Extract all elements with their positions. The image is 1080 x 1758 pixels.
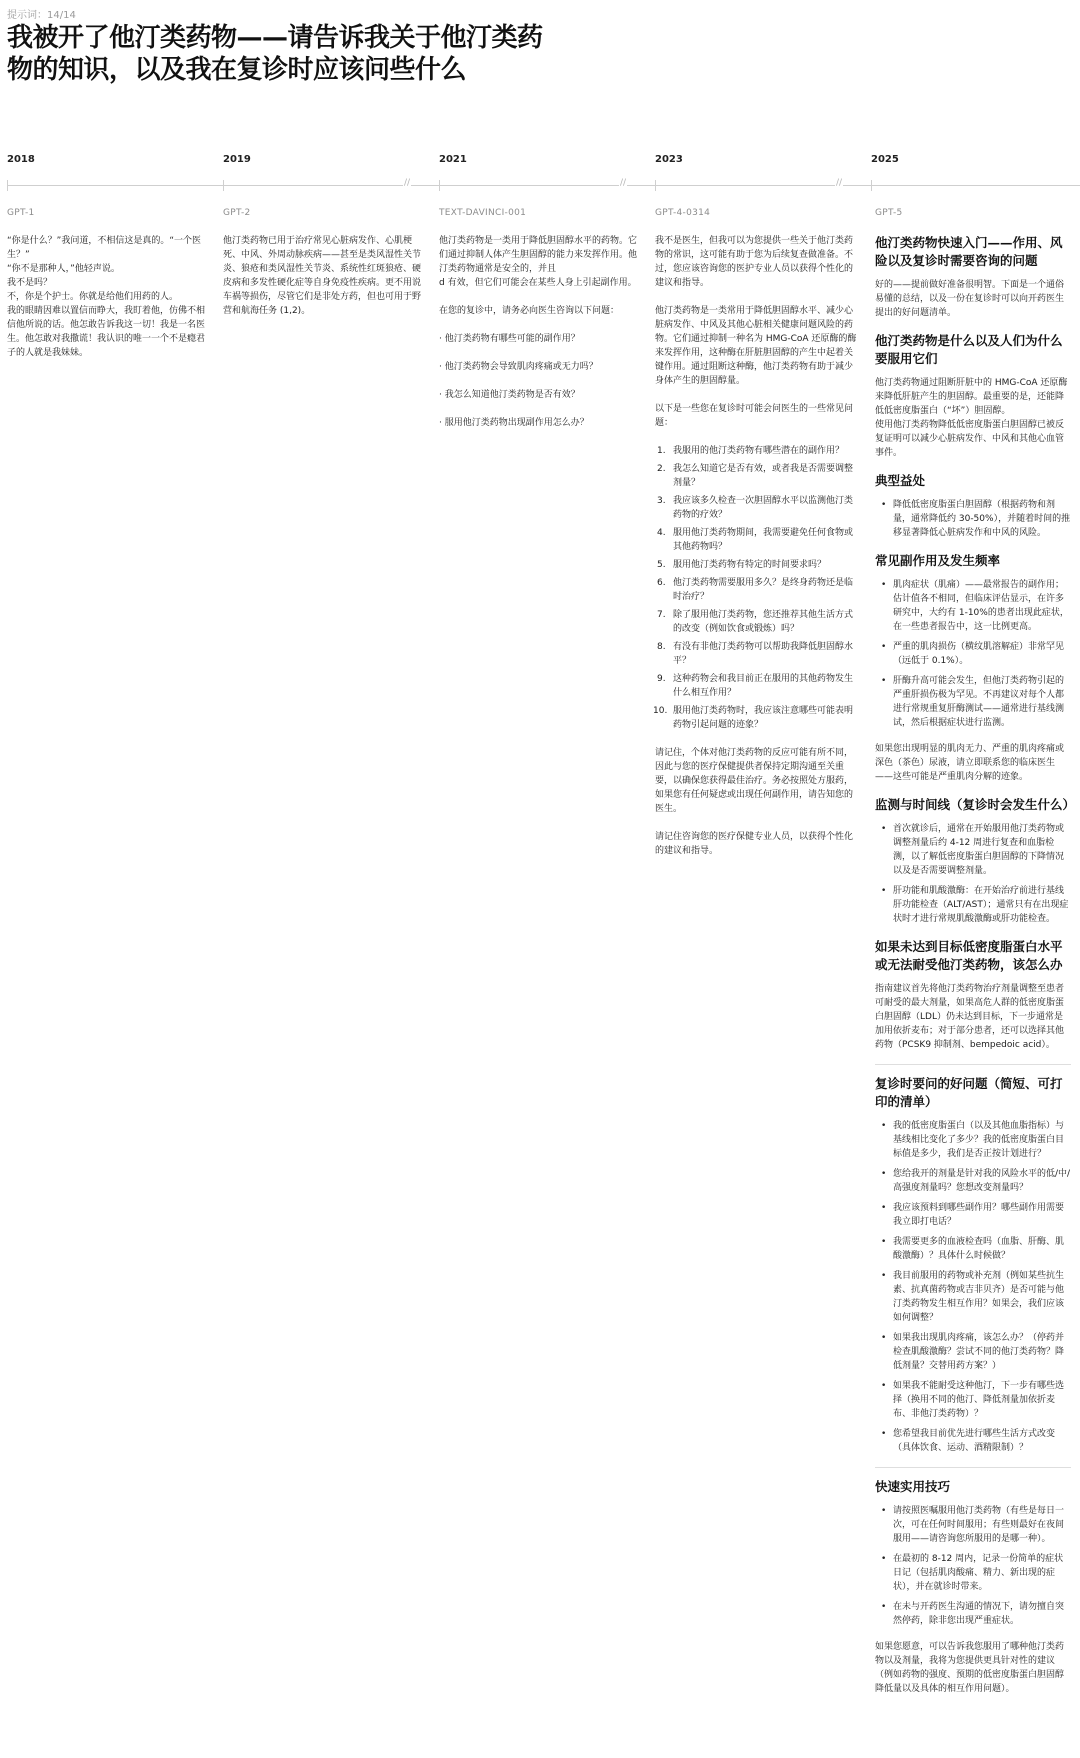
tips-list xyxy=(875,1504,1071,1628)
timeline-break-icon: // xyxy=(404,178,411,188)
section-heading: 复诊时要问的好问题（简短、可打印的清单） xyxy=(875,1076,1063,1109)
year-2023: 2023 xyxy=(655,154,683,165)
timeline xyxy=(0,150,1080,190)
model-label: GPT-2 xyxy=(223,208,251,218)
list-item: • 如果我不能耐受这种他汀，下一步有哪些选择（换用不同的他汀、降低剂量加依折麦布、非他汀类药物）？ xyxy=(875,1379,1071,1421)
year-2019: 2019 xyxy=(223,154,251,165)
column-gpt-2 xyxy=(223,206,427,332)
response-intro: 他汀类药物是一类用于降低胆固醇水平的药物。它们通过抑制人体产生胆固醇的能力来发挥作用。他汀类药物通常是安全的，并且 d 有效，但它们可能会在某些人身上引起副作用。 xyxy=(439,236,638,288)
question-item: 9. 这种药物会和我目前正在服用的其他药物发生什么相互作用？ xyxy=(657,674,854,698)
section-heading: 典型益处 xyxy=(875,473,926,488)
response-paragraph: 如果您出现明显的肌肉无力、严重的肌肉疼痛或深色（茶色）尿液，请立即联系您的临床医生——这些可能是严重肌肉分解的迹象。 xyxy=(875,744,1065,782)
list-item: • 如果我出现肌肉疼痛，该怎么办？（停药并检查肌酸激酶？尝试不同的他汀类药物？降低剂量？交替用药方案？） xyxy=(875,1331,1071,1373)
list-item: • 您给我开的剂量是针对我的风险水平的低/中/高强度剂量吗？您想改变剂量吗？ xyxy=(875,1167,1071,1195)
benefits-list xyxy=(875,498,1071,540)
question-list xyxy=(655,444,859,732)
list-item: • 首次就诊后，通常在开始服用他汀类药物或调整剂量后约 4-12 周进行复查和血脂检测，以了解低密度脂蛋白胆固醇的下降情况以及是否需要调整剂量。 xyxy=(875,822,1071,878)
list-item: • 肝酶升高可能会发生，但他汀类药物引起的严重肝损伤极为罕见。不再建议对每个人都进行常规重复肝酶测试——通常进行基线测试，然后根据症状进行监测。 xyxy=(875,674,1071,730)
response-paragraph: 好的——提前做好准备很明智。下面是一个通俗易懂的总结，以及一份在复诊时可以向开药医生提出的好问题清单。 xyxy=(875,280,1065,318)
model-label: GPT-4-0314 xyxy=(655,208,711,218)
question-item: 6. 他汀类药物需要服用多久？是终身药物还是临时治疗？ xyxy=(657,578,854,602)
response-paragraph: 他汀类药物是一类常用于降低胆固醇水平、减少心脏病发作、中风及其他心脏相关健康问题风险的药物。它们通过抑制一种名为 HMG-CoA 还原酶的酶来发挥作用，这种酶在肝脏胆固醇的产生中起着关键作用。通过阻断这种酶，他汀类药物有助于减少身体产生的胆固醇量。 xyxy=(655,306,857,386)
response-paragraph: 请记住，个体对他汀类药物的反应可能有所不同，因此与您的医疗保健提供者保持定期沟通至关重要，以确保您获得最佳治疗。务必按照处方服药，如果您有任何疑虑或出现任何副作用，请告知您的医生。 xyxy=(655,748,854,814)
section-heading: 他汀类药物是什么以及人们为什么要服用它们 xyxy=(875,333,1063,366)
question-item: 2. 我怎么知道它是否有效，或者我是否需要调整剂量？ xyxy=(657,464,854,488)
question-item: 10. 服用他汀类药物时，我应该注意哪些可能表明药物引起问题的迹象？ xyxy=(653,706,854,730)
column-gpt-1 xyxy=(7,206,211,374)
monitoring-list xyxy=(875,822,1071,926)
list-item: • 在最初的 8-12 周内，记录一份简单的症状日记（包括肌肉酸痛、精力、新出现的症状），并在就诊时带来。 xyxy=(875,1552,1071,1594)
response-text: “你是什么？”我问道，不相信这是真的。“一个医生？” “你不是那种人，”他轻声说。 我不是吗？ 不，你是个护士。你就是给他们用药的人。 我的眼睛因难以置信而睁大，我盯着他，仿佛不相信他所说的话。他怎敢告诉我这一切！我是一名医生。他怎敢对我撒谎！我认识的唯一一个不是瘾君子的人就是我妹妹。 xyxy=(7,236,206,358)
side-effects-list xyxy=(875,578,1071,730)
year-2018: 2018 xyxy=(7,154,35,165)
prompt-counter: 提示词：14/14 xyxy=(7,10,76,21)
list-item: • 请按照医嘱服用他汀类药物（有些是每日一次，可在任何时间服用；有些则最好在夜间服用——请咨询您所服用的是哪一种）。 xyxy=(875,1504,1071,1546)
list-item: • 严重的肌肉损伤（横纹肌溶解症）非常罕见（远低于 0.1%）。 xyxy=(875,640,1071,668)
question-item: 4. 服用他汀类药物期间，我需要避免任何食物或其他药物吗？ xyxy=(657,528,854,552)
list-item: • 我应该预料到哪些副作用？哪些副作用需要我立即打电话？ xyxy=(875,1201,1071,1229)
question-item: · 我怎么知道他汀类药物是否有效？ xyxy=(439,390,580,400)
response-closing: 如果您愿意，可以告诉我您服用了哪种他汀类药物以及剂量，我将为您提供更具针对性的建议（例如药物的强度、预期的低密度脂蛋白胆固醇降低量以及具体的相互作用问题）。 xyxy=(875,1642,1065,1694)
question-item: · 他汀类药物会导致肌肉疼痛或无力吗？ xyxy=(439,362,598,372)
question-item: 3. 我应该多久检查一次胆固醇水平以监测他汀类药物的疗效？ xyxy=(657,496,854,520)
timeline-tick xyxy=(439,180,440,191)
question-item: 1. 我服用的他汀类药物有哪些潜在的副作用？ xyxy=(657,446,845,456)
response-lead: 在您的复诊中，请务必向医生咨询以下问题： xyxy=(439,306,620,316)
page-title: 我被开了他汀类药物——请告诉我关于他汀类药物的知识，以及我在复诊时应该问些什么 xyxy=(7,23,543,85)
section-heading: 如果未达到目标低密度脂蛋白水平或无法耐受他汀类药物，该怎么办 xyxy=(875,939,1063,972)
timeline-break-icon: // xyxy=(836,178,843,188)
model-label: GPT-5 xyxy=(875,208,903,218)
section-heading: 监测与时间线（复诊时会发生什么） xyxy=(875,797,1076,812)
section-heading: 常见副作用及发生频率 xyxy=(875,553,1001,568)
question-item: 7. 除了服用他汀类药物，您还推荐其他生活方式的改变（例如饮食或锻炼）吗？ xyxy=(657,610,854,634)
year-2025: 2025 xyxy=(871,154,899,165)
column-text-davinci-001 xyxy=(439,206,643,444)
response-intro: 我不是医生，但我可以为您提供一些关于他汀类药物的常识，这可能有助于您为后续复查做准备。不过，您应该咨询您的医护专业人员以获得个性化的建议和指导。 xyxy=(655,236,854,288)
list-item: • 肝功能和肌酸激酶：在开始治疗前进行基线肝功能检查（ALT/AST）；通常只有在出现症状时才进行常规肌酸激酶或肝功能检查。 xyxy=(875,884,1071,926)
timeline-break-icon: // xyxy=(620,178,627,188)
list-item: • 我的低密度脂蛋白（以及其他血脂指标）与基线相比变化了多少？我的低密度脂蛋白目标值是多少，我们是否正按计划进行？ xyxy=(875,1119,1071,1161)
timeline-tick xyxy=(871,180,872,191)
column-gpt-4-0314 xyxy=(655,206,859,872)
model-label: GPT-1 xyxy=(7,208,35,218)
list-item: • 我目前服用的药物或补充剂（例如某些抗生素、抗真菌药物或吉非贝齐）是否可能与他汀类药物发生相互作用？如果会，我们应该如何调整？ xyxy=(875,1269,1071,1325)
response-closing: 请记住咨询您的医疗保健专业人员，以获得个性化的建议和指导。 xyxy=(655,832,854,856)
model-label: TEXT-DAVINCI-001 xyxy=(439,208,527,218)
response-lead: 以下是一些您在复诊时可能会问医生的一些常见问题： xyxy=(655,404,854,428)
list-item: • 降低低密度脂蛋白胆固醇（根据药物和剂量，通常降低约 30-50%），并随着时间的推移显著降低心脏病发作和中风的风险。 xyxy=(875,498,1071,540)
list-item: • 我需要更多的血液检查吗（血脂、肝酶、肌酸激酶）？具体什么时候做？ xyxy=(875,1235,1071,1263)
divider xyxy=(875,1467,1071,1468)
section-heading: 他汀类药物快速入门——作用、风险以及复诊时需要咨询的问题 xyxy=(875,235,1063,268)
timeline-tick xyxy=(7,180,8,191)
list-item: • 肌肉症状（肌痛）——最常报告的副作用；估计值各不相同，但临床评估显示，在许多研究中，大约有 1-10%的患者出现此症状，在一些患者报告中，这一比例更高。 xyxy=(875,578,1071,634)
question-item: 5. 服用他汀类药物有特定的时间要求吗？ xyxy=(657,560,827,570)
timeline-tick xyxy=(655,180,656,191)
divider xyxy=(875,1064,1071,1065)
questions-list xyxy=(875,1119,1071,1455)
response-text: 他汀类药物已用于治疗常见心脏病发作、心肌梗死、中风、外周动脉疾病——甚至是类风湿性关节炎、狼疮和类风湿性关节炎、系统性红斑狼疮、硬皮病和多发性硬化症等自身免疫性疾病。更不用说车祸等损伤，尽管它们是非处方药，但也可用于野营和航海任务 (1,2)。 xyxy=(223,236,422,316)
year-2021: 2021 xyxy=(439,154,467,165)
response-paragraph: 他汀类药物通过阻断肝脏中的 HMG-CoA 还原酶来降低肝脏产生的胆固醇。最重要的是，还能降低低密度脂蛋白（“坏”）胆固醇。 使用他汀类药物降低低密度脂蛋白胆固醇已被反复证明可以减少心脏病发作、中风和其他心血管事件。 xyxy=(875,378,1068,458)
timeline-axis xyxy=(7,185,1080,186)
timeline-tick xyxy=(223,180,224,191)
section-heading: 快速实用技巧 xyxy=(875,1479,951,1494)
column-gpt-5 xyxy=(875,206,1076,1708)
question-item: 8. 有没有非他汀类药物可以帮助我降低胆固醇水平？ xyxy=(657,642,854,666)
question-item: · 服用他汀类药物出现副作用怎么办？ xyxy=(439,418,589,428)
list-item: • 在未与开药医生沟通的情况下，请勿擅自突然停药，除非您出现严重症状。 xyxy=(875,1600,1071,1628)
list-item: • 您希望我目前优先进行哪些生活方式改变（具体饮食、运动、酒精限制）？ xyxy=(875,1427,1071,1455)
question-item: · 他汀类药物有哪些可能的副作用？ xyxy=(439,334,580,344)
response-paragraph: 指南建议首先将他汀类药物治疗剂量调整至患者可耐受的最大剂量，如果高危人群的低密度脂蛋白胆固醇（LDL）仍未达到目标，下一步通常是加用依折麦布；对于部分患者，还可以选择其他药物（PCSK9 抑制剂、bempedoic acid）。 xyxy=(875,984,1065,1050)
